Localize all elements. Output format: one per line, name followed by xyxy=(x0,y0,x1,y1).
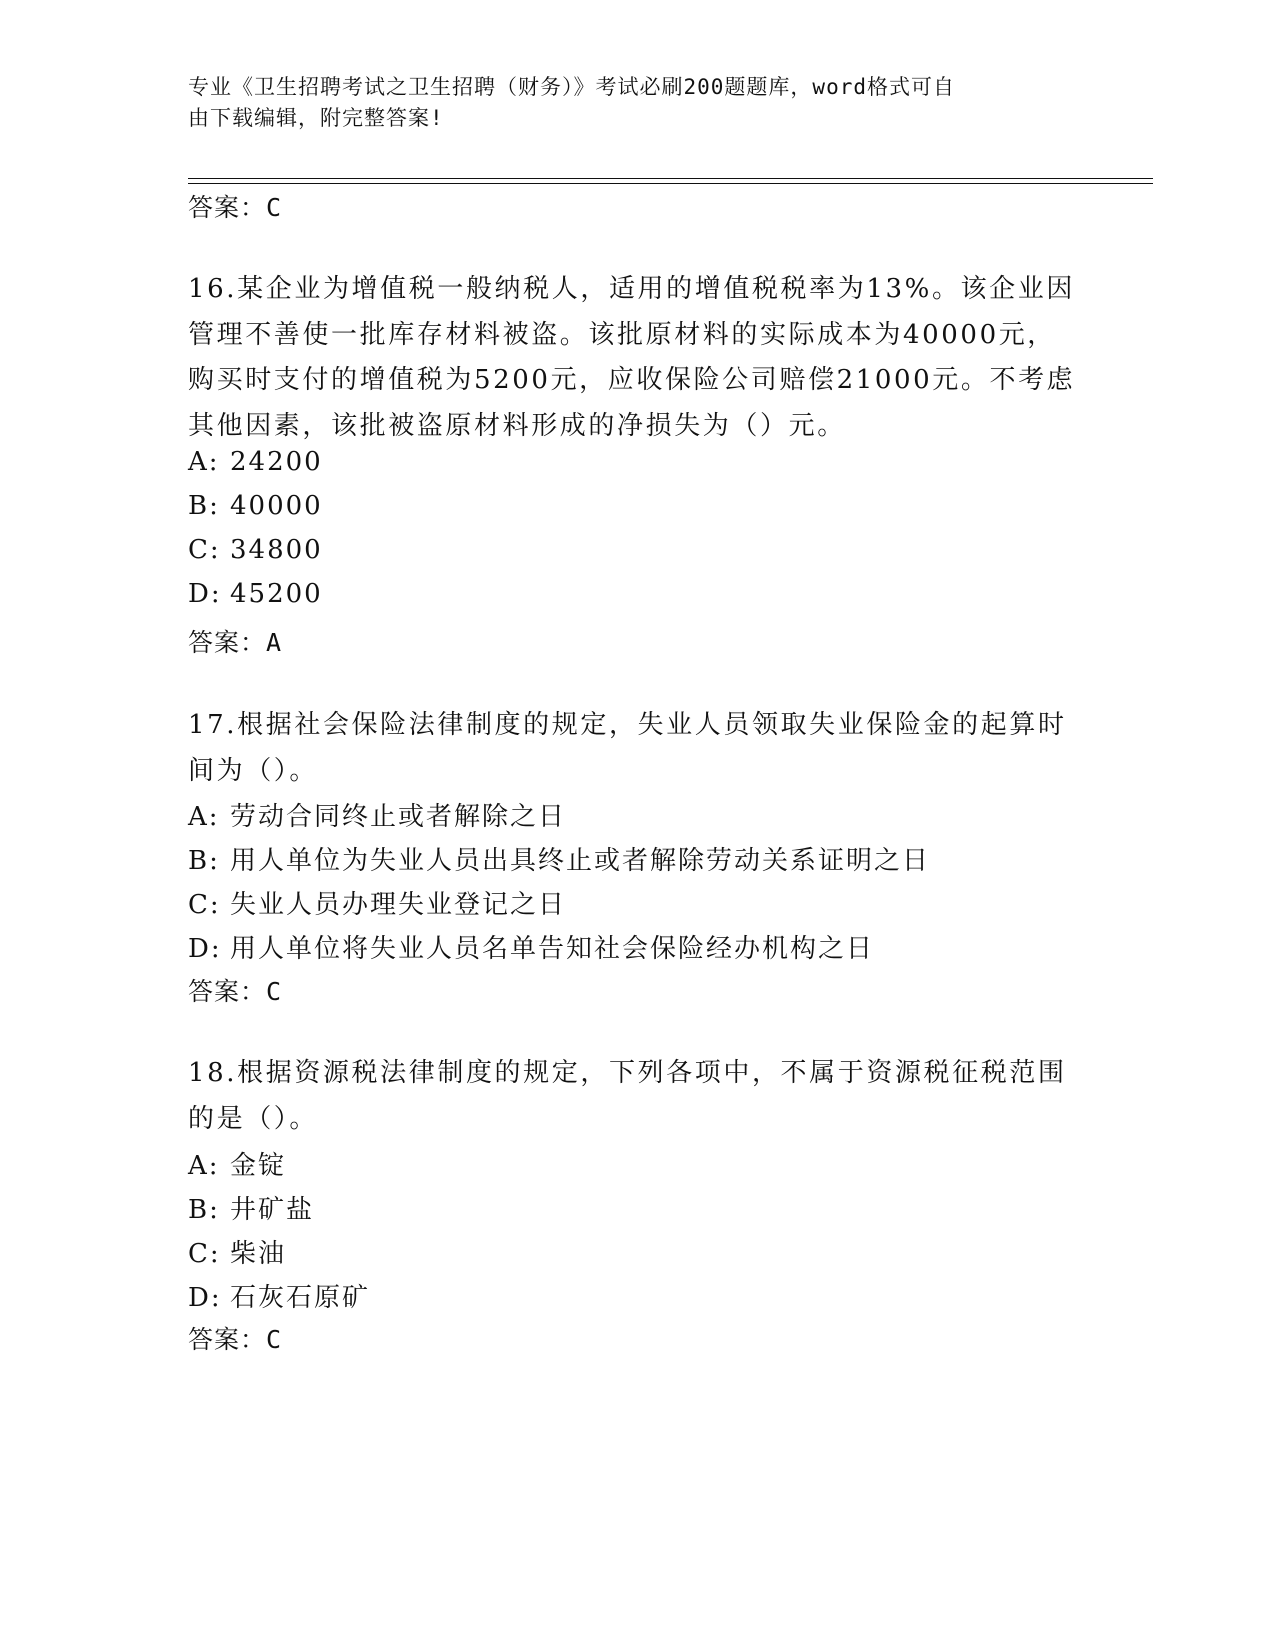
question-17-option-c xyxy=(188,884,566,921)
answer-label: 答案： xyxy=(188,628,267,657)
answer-value: C xyxy=(266,1325,283,1354)
document-header xyxy=(188,72,1078,134)
question-16-option-b xyxy=(188,491,323,521)
option-text: 用人单位将失业人员名单告知社会保险经办机构之日 xyxy=(230,934,875,964)
question-18-option-a xyxy=(188,1145,286,1182)
question-18-answer xyxy=(188,1320,282,1356)
option-text: 34800 xyxy=(230,535,323,565)
header-line-2: 由下载编辑，附完整答案! xyxy=(188,106,444,130)
option-letter: A: xyxy=(188,1151,220,1181)
answer-value: A xyxy=(266,628,283,657)
answer-value: C xyxy=(266,977,283,1006)
question-18-option-d xyxy=(188,1277,370,1314)
option-text: 用人单位为失业人员出具终止或者解除劳动关系证明之日 xyxy=(230,846,931,876)
question-18-option-c xyxy=(188,1233,286,1270)
option-letter: B: xyxy=(188,846,220,876)
header-divider-bottom xyxy=(188,183,1153,184)
option-text: 柴油 xyxy=(230,1239,287,1269)
option-letter: D: xyxy=(188,579,222,609)
option-letter: A: xyxy=(188,447,220,477)
header-divider-top xyxy=(188,178,1153,179)
option-text: 劳动合同终止或者解除之日 xyxy=(230,802,567,832)
question-16-option-c xyxy=(188,535,323,565)
option-text: 失业人员办理失业登记之日 xyxy=(230,890,567,920)
answer-value: C xyxy=(266,193,283,222)
option-text: 井矿盐 xyxy=(230,1195,315,1225)
question-17-option-a xyxy=(188,796,566,833)
question-17-text: 17.根据社会保险法律制度的规定，失业人员领取失业保险金的起算时间为（）。 xyxy=(188,710,1067,786)
option-letter: C: xyxy=(188,1239,221,1269)
option-letter: D: xyxy=(188,1283,222,1313)
option-letter: C: xyxy=(188,890,221,920)
question-18-option-b xyxy=(188,1189,314,1226)
answer-label: 答案： xyxy=(188,1325,267,1354)
option-text: 石灰石原矿 xyxy=(230,1283,371,1313)
answer-line xyxy=(188,188,282,224)
option-letter: D: xyxy=(188,934,222,964)
option-letter: A: xyxy=(188,802,220,832)
option-letter: C: xyxy=(188,535,221,565)
option-text: 24200 xyxy=(230,447,323,477)
question-16-option-a xyxy=(188,447,323,477)
option-letter: B: xyxy=(188,1195,220,1225)
option-text: 金锭 xyxy=(230,1151,287,1181)
option-letter: B: xyxy=(188,491,220,521)
header-line-1: 专业《卫生招聘考试之卫生招聘（财务）》考试必刷200题题库，word格式可自 xyxy=(188,75,955,99)
answer-label: 答案： xyxy=(188,977,267,1006)
question-16-option-d xyxy=(188,579,323,609)
question-16-text: 16.某企业为增值税一般纳税人，适用的增值税税率为13%。该企业因管理不善使一批库存材料被盗。该批原材料的实际成本为40000元，购买时支付的增值税为5200元，应收保险公司赔偿21000元。不考虑其他因素，该批被盗原材料形成的净损失为（）元。 xyxy=(188,274,1076,441)
question-16-answer xyxy=(188,623,282,659)
question-17-option-b xyxy=(188,840,930,877)
option-text: 40000 xyxy=(230,491,323,521)
answer-label: 答案： xyxy=(188,193,267,222)
option-text: 45200 xyxy=(230,579,323,609)
question-18-text: 18.根据资源税法律制度的规定，下列各项中，不属于资源税征税范围的是（）。 xyxy=(188,1058,1067,1134)
question-17-answer xyxy=(188,972,282,1008)
question-17-option-d xyxy=(188,928,874,965)
